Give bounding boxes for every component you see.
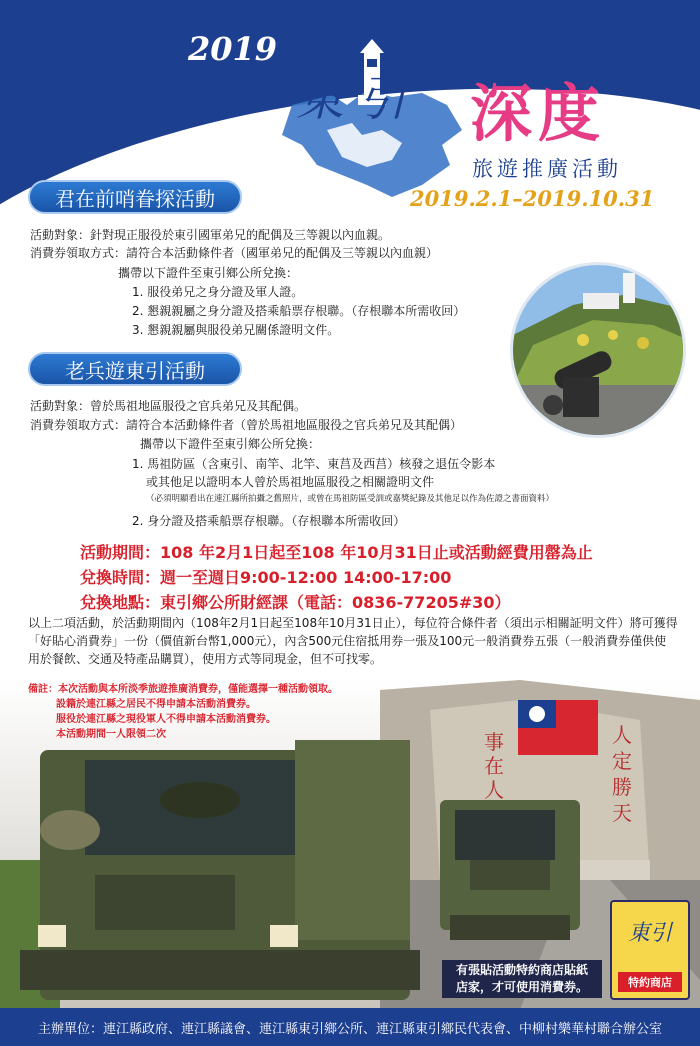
note-line: 本活動期間一人限領二次 — [56, 729, 166, 740]
section2-item: 2. 身分證及搭乘船票存根聯。（存根聯本所需收回） — [132, 514, 406, 528]
section2-item: 1. 馬祖防區（含東引、南竿、北竿、東莒及西莒）核發之退伍令影本 — [132, 457, 496, 471]
footer-organizers: 主辦單位：連江縣政府、連江縣議會、連江縣東引鄉公所、連江縣東引鄉民代表會、中柳村樂華村聯合辦公室 — [0, 1008, 700, 1046]
partner-store-logo — [610, 900, 690, 1000]
note-line: 設籍於連江縣之居民不得申請本活動消費券。 — [56, 699, 256, 710]
partner-store-line2: 店家，才可使用消費券。 — [455, 980, 588, 994]
note-line: 服役於連江縣之現役軍人不得申請本活動消費券。 — [56, 714, 276, 725]
event-period: 活動期間：108 年2月1日起至108 年10月31日止或活動經費用罄為止 — [80, 543, 593, 562]
section1-method: 消費券領取方式：請符合本活動條件者（國軍弟兄的配偶及三等親以內血親） — [30, 246, 439, 260]
store-logo-text: 東引 — [627, 921, 672, 946]
section1-intro: 攜帶以下證件至東引鄉公所兌換： — [118, 266, 299, 280]
section2-method: 消費券領取方式：請符合本活動條件者（曾於馬祖地區服役之官兵弟兄及其配偶） — [30, 418, 463, 432]
section2-item: 或其他足以證明本人曾於馬祖地區服役之相關證明文件 — [146, 475, 435, 489]
section1-target: 活動對象：針對現正服役於東引國軍弟兄的配偶及三等親以內血親。 — [30, 228, 391, 242]
section1-title: 君在前哨眷探活動 — [28, 180, 242, 214]
partner-store-notice — [442, 960, 602, 998]
lighthouse-cannon-photo — [510, 262, 686, 438]
section2-intro: 攜帶以下證件至東引鄉公所兌換： — [140, 437, 321, 451]
logo-calligraphy: 東引 — [296, 71, 421, 127]
rock-inscription-left: 事在人 — [484, 730, 504, 802]
partner-store-line1: 有張貼活動特約商店貼紙 — [455, 963, 588, 977]
year-label: 2019 — [188, 30, 278, 68]
section1-item: 3. 懇親親屬與服役弟兄關係證明文件。 — [132, 323, 340, 337]
date-range: 2019.2.1–2019.10.31 — [410, 186, 655, 211]
exchange-location: 兌換地點：東引鄉公所財經課（電話：0836-77205#30） — [80, 593, 511, 612]
section1-item: 1. 服役弟兄之身分證及軍人證。 — [132, 285, 304, 299]
note-line: 備註：本次活動與本所淡季旅遊推廣消費券，僅能選擇一種活動領取。 — [28, 684, 338, 695]
section1-item: 2. 懇親親屬之身分證及搭乘船票存根聯。（存根聯本所需收回） — [132, 304, 466, 318]
rock-inscription-right: 人定勝天 — [612, 723, 632, 825]
section2-title: 老兵遊東引活動 — [28, 352, 242, 386]
voucher-description: 以上二項活動，於活動期間內（108年2月1日起至108年10月31日止），每位符合條件者（須出示相關証明文件）將可獲得「好貼心消費券」一份（價值新台幣1,000元），內含500元住宿抵用券一張及100元一般消費券五張（一般消費券僅供使用於餐飲、交通及特產品購買），使用方式等同現金，但不可找零。 — [28, 616, 678, 666]
section2-target: 活動對象：曾於馬祖地區服役之官兵弟兄及其配偶。 — [30, 399, 307, 413]
exchange-hours: 兌換時間：週一至週日9:00-12:00 14:00-17:00 — [80, 568, 452, 587]
subtitle: 旅遊推廣活動 — [472, 157, 622, 181]
store-logo-caption: 特約商店 — [618, 972, 682, 992]
main-title: 深度 — [470, 77, 607, 150]
section2-item-note: （必須明顯看出在連江縣所拍攝之舊照片，或曾在馬祖防區受訓或嘉獎紀錄及其他足以作為佐證之書面資料） — [146, 494, 555, 504]
